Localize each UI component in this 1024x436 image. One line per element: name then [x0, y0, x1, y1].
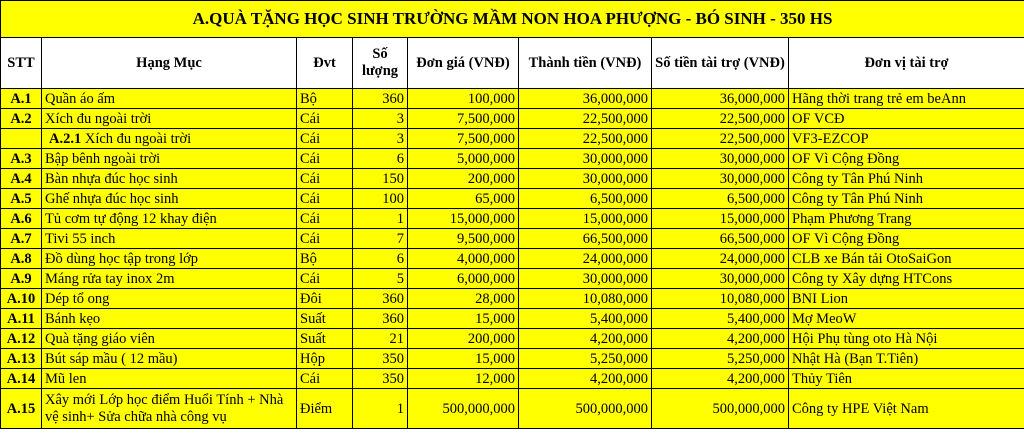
sheet-title: A.QUÀ TẶNG HỌC SINH TRƯỜNG MẦM NON HOA PHƯỢNG - BÓ SINH - 350 HS: [1, 1, 1024, 38]
cell-item[interactable]: [42, 389, 297, 429]
cell-sponsored-amount[interactable]: 6,500,000: [652, 189, 789, 209]
table-row: [1, 249, 1024, 269]
cell-sponsor[interactable]: OF VCĐ: [789, 109, 1024, 129]
table-body: [1, 89, 1024, 429]
cell-sponsored-amount[interactable]: 36,000,000: [652, 89, 789, 109]
cell-stt[interactable]: A.4: [1, 169, 42, 189]
cell-item[interactable]: [42, 369, 297, 389]
cell-unit[interactable]: Cái: [297, 369, 353, 389]
cell-unit-price[interactable]: 15,000,000: [408, 209, 519, 229]
table-row: [1, 109, 1024, 129]
cell-stt[interactable]: A.13: [1, 349, 42, 369]
cell-unit-price[interactable]: 9,500,000: [408, 229, 519, 249]
table-row: [1, 369, 1024, 389]
cell-quantity[interactable]: 1: [353, 209, 408, 229]
header-total: Thành tiền (VNĐ): [519, 38, 652, 89]
header-quantity: Số lượng: [353, 38, 408, 89]
cell-total[interactable]: 30,000,000: [519, 169, 652, 189]
table-row: [1, 269, 1024, 289]
item-label: Đồ dùng học tập trong lớp: [45, 250, 199, 267]
cell-unit[interactable]: Suất: [297, 309, 353, 329]
cell-total[interactable]: 15,000,000: [519, 209, 652, 229]
cell-unit[interactable]: Cái: [297, 109, 353, 129]
item-label: Bút sáp mầu ( 12 mầu): [45, 350, 178, 367]
table-row: [1, 149, 1024, 169]
table-row: [1, 169, 1024, 189]
cell-total[interactable]: 22,500,000: [519, 109, 652, 129]
cell-sponsor[interactable]: BNI Lion: [789, 289, 1024, 309]
cell-sponsored-amount[interactable]: 30,000,000: [652, 269, 789, 289]
cell-stt[interactable]: A.2: [1, 109, 42, 129]
cell-quantity[interactable]: 360: [353, 89, 408, 109]
cell-unit-price[interactable]: 28,000: [408, 289, 519, 309]
item-label: Ghế nhựa đúc học sinh: [45, 190, 179, 207]
cell-unit[interactable]: Đôi: [297, 289, 353, 309]
cell-stt[interactable]: A.12: [1, 329, 42, 349]
cell-sponsored-amount[interactable]: 4,200,000: [652, 329, 789, 349]
cell-quantity[interactable]: 6: [353, 249, 408, 269]
table-row: [1, 129, 1024, 149]
header-stt: STT: [1, 38, 42, 89]
item-label: Xây mới Lớp học điểm Huổi Tính + Nhà vệ sinh+ Sửa chữa nhà công vụ: [45, 391, 284, 425]
cell-stt[interactable]: A.1: [1, 89, 42, 109]
cell-unit-price[interactable]: 100,000: [408, 89, 519, 109]
cell-stt[interactable]: A.7: [1, 229, 42, 249]
cell-unit-price[interactable]: 200,000: [408, 329, 519, 349]
item-label: Quà tặng giáo viên: [45, 330, 155, 347]
cell-item[interactable]: [42, 329, 297, 349]
cell-item[interactable]: [42, 249, 297, 269]
cell-stt[interactable]: A.5: [1, 189, 42, 209]
table-row: [1, 389, 1024, 429]
cell-sponsor[interactable]: Công ty Tân Phú Ninh: [789, 189, 1024, 209]
cell-quantity[interactable]: 21: [353, 329, 408, 349]
cell-sponsor[interactable]: Hãng thời trang trẻ em beAnn: [789, 89, 1024, 109]
cell-sponsor[interactable]: Công ty Xây dựng HTCons: [789, 269, 1024, 289]
header-item: Hạng Mục: [42, 38, 297, 89]
cell-stt[interactable]: A.14: [1, 369, 42, 389]
table-row: [1, 329, 1024, 349]
cell-sponsor[interactable]: OF Vì Cộng Đồng: [789, 229, 1024, 249]
cell-quantity[interactable]: 360: [353, 309, 408, 329]
cell-stt[interactable]: A.10: [1, 289, 42, 309]
cell-quantity[interactable]: 6: [353, 149, 408, 169]
cell-total[interactable]: 5,400,000: [519, 309, 652, 329]
cell-sponsor[interactable]: Nhật Hà (Bạn T.Tiên): [789, 349, 1024, 369]
cell-unit[interactable]: Cái: [297, 229, 353, 249]
cell-unit-price[interactable]: 15,000: [408, 309, 519, 329]
cell-total[interactable]: 6,500,000: [519, 189, 652, 209]
cell-quantity[interactable]: 100: [353, 189, 408, 209]
cell-sponsor[interactable]: Mợ MeoW: [789, 309, 1024, 329]
cell-sponsored-amount[interactable]: 15,000,000: [652, 209, 789, 229]
cell-sponsored-amount[interactable]: 4,200,000: [652, 369, 789, 389]
cell-quantity[interactable]: 360: [353, 289, 408, 309]
cell-stt[interactable]: [1, 129, 42, 149]
item-label: Tủ cơm tự động 12 khay điện: [45, 210, 217, 227]
cell-sponsor[interactable]: CLB xe Bán tải OtoSaiGon: [789, 249, 1024, 269]
table-row: [1, 349, 1024, 369]
cell-total[interactable]: 22,500,000: [519, 129, 652, 149]
table-row: [1, 209, 1024, 229]
cell-total[interactable]: 4,200,000: [519, 369, 652, 389]
cell-total[interactable]: 36,000,000: [519, 89, 652, 109]
cell-item[interactable]: [42, 129, 297, 149]
header-unit-price: Đơn giá (VNĐ): [408, 38, 519, 89]
cell-item[interactable]: [42, 269, 297, 289]
cell-total[interactable]: 4,200,000: [519, 329, 652, 349]
header-sponsored-amount: Số tiền tài trợ (VNĐ): [652, 38, 789, 89]
cell-item[interactable]: [42, 229, 297, 249]
item-label: Bập bênh ngoài trời: [45, 150, 161, 167]
item-label: Mũ len: [45, 370, 87, 387]
cell-unit[interactable]: Điểm: [297, 389, 353, 429]
item-label: Máng rửa tay inox 2m: [45, 270, 175, 287]
cell-total[interactable]: 24,000,000: [519, 249, 652, 269]
cell-unit-price[interactable]: 65,000: [408, 189, 519, 209]
cell-total[interactable]: 66,500,000: [519, 229, 652, 249]
cell-unit-price[interactable]: 4,000,000: [408, 249, 519, 269]
table-row: [1, 309, 1024, 329]
cell-quantity[interactable]: 7: [353, 229, 408, 249]
table-row: [1, 289, 1024, 309]
cell-unit-price[interactable]: 15,000: [408, 349, 519, 369]
cell-sponsored-amount[interactable]: 30,000,000: [652, 149, 789, 169]
cell-item[interactable]: [42, 209, 297, 229]
cell-quantity[interactable]: 5: [353, 269, 408, 289]
cell-unit[interactable]: Cái: [297, 209, 353, 229]
cell-unit-price[interactable]: 5,000,000: [408, 149, 519, 169]
cell-unit-price[interactable]: 6,000,000: [408, 269, 519, 289]
cell-stt[interactable]: A.11: [1, 309, 42, 329]
cell-sponsor[interactable]: Phạm Phương Trang: [789, 209, 1024, 229]
cell-sponsor[interactable]: Công ty HPE Việt Nam: [789, 389, 1024, 429]
cell-unit[interactable]: Cái: [297, 269, 353, 289]
cell-sponsored-amount[interactable]: 22,500,000: [652, 109, 789, 129]
cell-unit[interactable]: Cái: [297, 169, 353, 189]
cell-total[interactable]: 5,250,000: [519, 349, 652, 369]
cell-quantity[interactable]: 1: [353, 389, 408, 429]
cell-sponsor[interactable]: Công ty Tân Phú Ninh: [789, 169, 1024, 189]
cell-quantity[interactable]: 150: [353, 169, 408, 189]
item-label: Bánh kẹo: [45, 310, 101, 327]
cell-stt[interactable]: A.6: [1, 209, 42, 229]
cell-sponsor[interactable]: OF Vì Cộng Đồng: [789, 149, 1024, 169]
cell-sponsored-amount[interactable]: 5,250,000: [652, 349, 789, 369]
cell-unit-price[interactable]: 7,500,000: [408, 129, 519, 149]
cell-total[interactable]: 30,000,000: [519, 269, 652, 289]
cell-stt[interactable]: A.8: [1, 249, 42, 269]
cell-sponsored-amount[interactable]: 500,000,000: [652, 389, 789, 429]
cell-unit[interactable]: Hộp: [297, 349, 353, 369]
item-label: Quần áo ấm: [45, 90, 116, 107]
cell-unit-price[interactable]: 12,000: [408, 369, 519, 389]
item-label: Bàn nhựa đúc học sinh: [45, 170, 178, 187]
cell-item[interactable]: [42, 289, 297, 309]
cell-stt[interactable]: A.9: [1, 269, 42, 289]
table-row: [1, 229, 1024, 249]
cell-item[interactable]: [42, 169, 297, 189]
cell-sponsored-amount[interactable]: 30,000,000: [652, 169, 789, 189]
item-label: Xích đu ngoài trời: [45, 110, 152, 127]
cell-unit-price[interactable]: 200,000: [408, 169, 519, 189]
cell-total[interactable]: 10,080,000: [519, 289, 652, 309]
cell-sponsored-amount[interactable]: 22,500,000: [652, 129, 789, 149]
cell-sponsored-amount[interactable]: 10,080,000: [652, 289, 789, 309]
cell-unit[interactable]: Cái: [297, 149, 353, 169]
cell-item[interactable]: [42, 89, 297, 109]
header-unit: Đvt: [297, 38, 353, 89]
table-row: [1, 189, 1024, 209]
cell-unit-price[interactable]: 7,500,000: [408, 109, 519, 129]
table-row: [1, 89, 1024, 109]
cell-sponsor[interactable]: VF3-EZCOP: [789, 129, 1024, 149]
cell-unit[interactable]: Bộ: [297, 89, 353, 109]
cell-item[interactable]: [42, 189, 297, 209]
header-sponsor: Đơn vị tài trợ: [789, 38, 1024, 89]
cell-quantity[interactable]: 3: [353, 109, 408, 129]
cell-unit-price[interactable]: 500,000,000: [408, 389, 519, 429]
cell-sponsored-amount[interactable]: 24,000,000: [652, 249, 789, 269]
cell-unit[interactable]: Bộ: [297, 249, 353, 269]
sub-item-code: A.2.1: [49, 130, 82, 147]
cell-item[interactable]: [42, 109, 297, 129]
item-label: Dép tổ ong: [45, 290, 110, 307]
cell-total[interactable]: 500,000,000: [519, 389, 652, 429]
cell-sponsored-amount[interactable]: 66,500,000: [652, 229, 789, 249]
cell-sponsor[interactable]: Thủy Tiên: [789, 369, 1024, 389]
cell-unit[interactable]: Cái: [297, 129, 353, 149]
item-label: Tivi 55 inch: [45, 230, 116, 247]
cell-item[interactable]: [42, 309, 297, 329]
cell-item[interactable]: [42, 349, 297, 369]
cell-quantity[interactable]: 3: [353, 129, 408, 149]
cell-sponsored-amount[interactable]: 5,400,000: [652, 309, 789, 329]
cell-unit[interactable]: Cái: [297, 189, 353, 209]
item-label: Xích đu ngoài trời: [84, 130, 192, 147]
cell-total[interactable]: 30,000,000: [519, 149, 652, 169]
cell-stt[interactable]: A.3: [1, 149, 42, 169]
cell-unit[interactable]: Suất: [297, 329, 353, 349]
cell-sponsor[interactable]: Hội Phụ tùng oto Hà Nội: [789, 329, 1024, 349]
cell-quantity[interactable]: 350: [353, 369, 408, 389]
cell-item[interactable]: [42, 149, 297, 169]
cell-stt[interactable]: A.15: [1, 389, 42, 429]
cell-quantity[interactable]: 350: [353, 349, 408, 369]
